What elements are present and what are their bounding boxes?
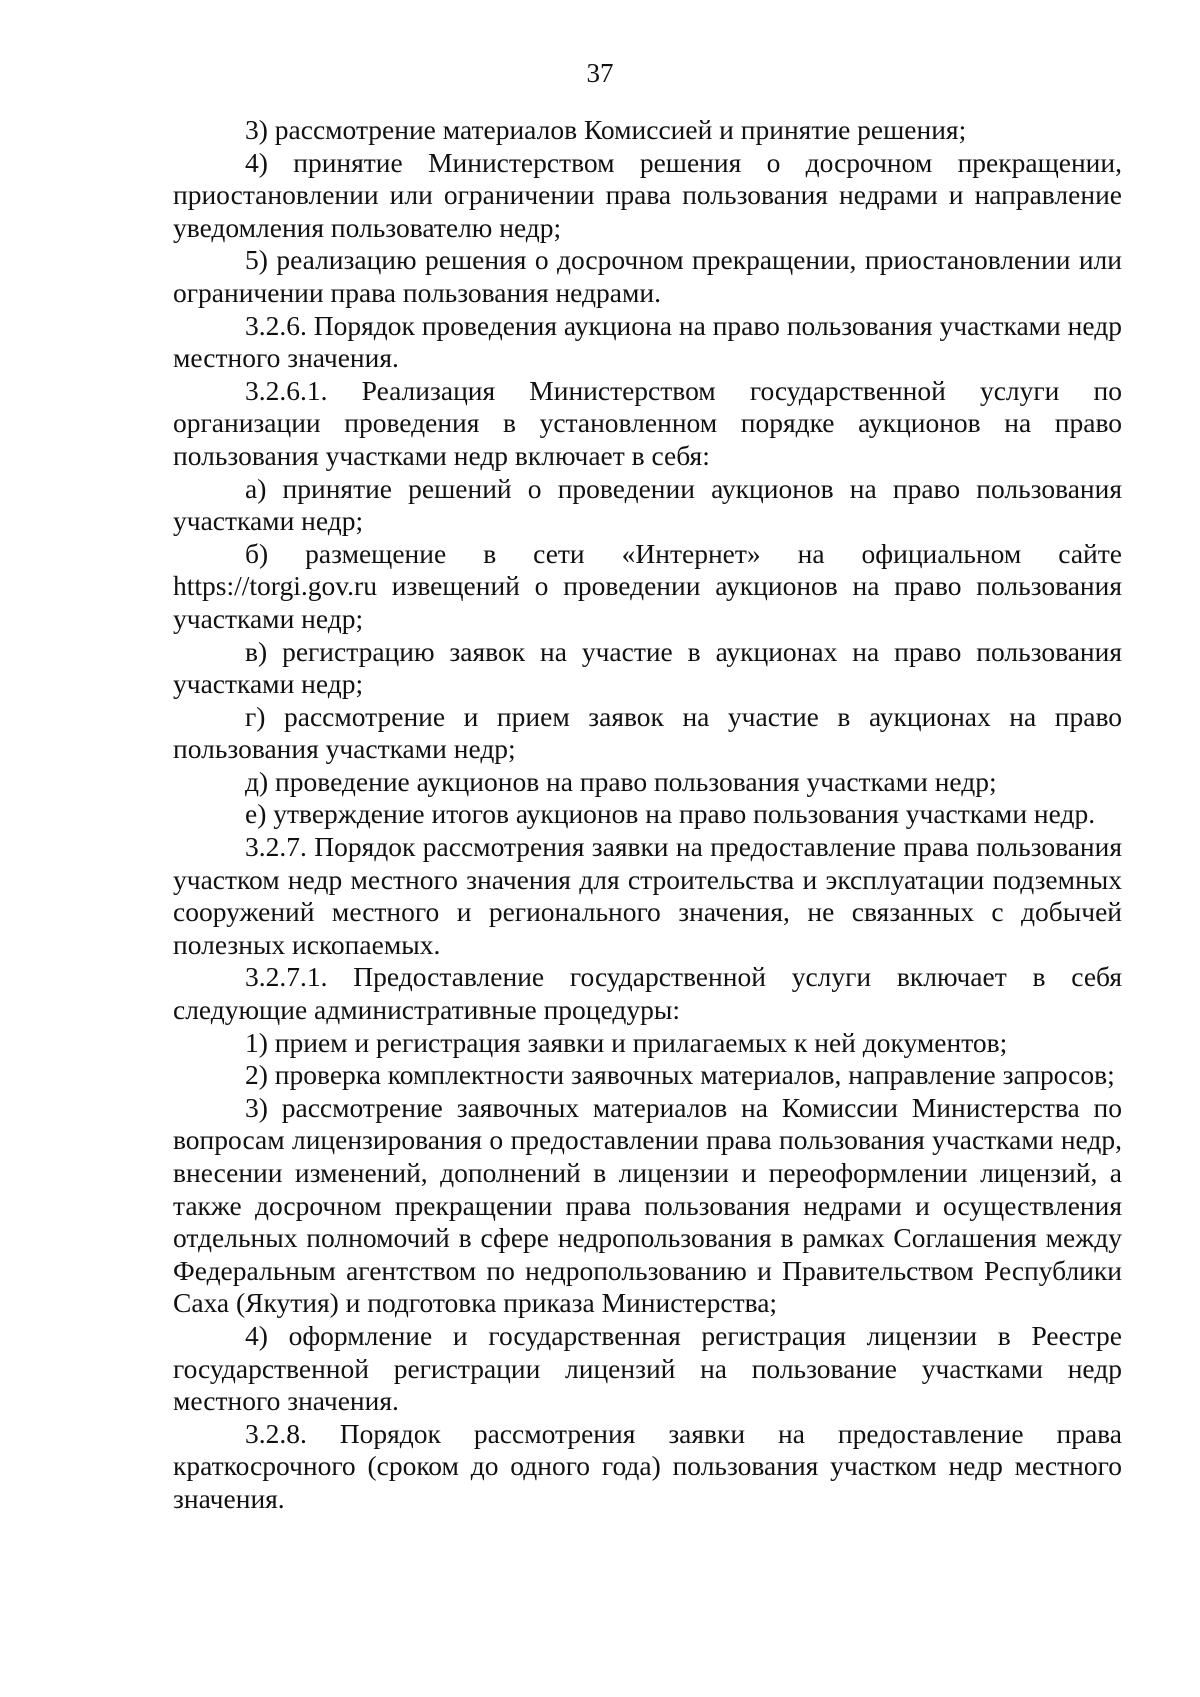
paragraph-item-b: б) размещение в сети «Интернет» на официальном сайте https://torgi.gov.ru извещений о проведении аукционов на право пользования участками недр; xyxy=(173,537,1122,634)
paragraph-item-e: е) утверждение итогов аукционов на право пользования участками недр. xyxy=(245,798,1096,830)
paragraph-item-4: 4) принятие Министерством решения о досрочном прекращении, приостановлении или ограничении права пользования недрами и направление уведомления пользователю недр; xyxy=(173,146,1122,243)
paragraph-3-2-8: 3.2.8. Порядок рассмотрения заявки на предоставление права краткосрочного (сроком до одного года) пользования участком недр местного значения. xyxy=(173,1417,1122,1514)
paragraph-item-a: а) принятие решений о проведении аукционов на право пользования участками недр; xyxy=(173,472,1122,537)
paragraph-item-5: 5) реализацию решения о досрочном прекращении, приостановлении или ограничении права пользования недрами. xyxy=(173,244,1122,308)
paragraph-3-2-6-1: 3.2.6.1. Реализация Министерством государственной услуги по организации проведения в установленном порядке аукционов на право пользования участками недр включает в себя: xyxy=(173,374,1122,471)
paragraph-item-3: 3) рассмотрение материалов Комиссией и принятие решения; xyxy=(245,114,967,145)
page-number: 37 xyxy=(586,58,614,88)
paragraph-item-d: д) проведение аукционов на право пользования участками недр; xyxy=(245,765,997,797)
paragraph-3-2-7: 3.2.7. Порядок рассмотрения заявки на предоставление права пользования участком недр местного значения для строительства и эксплуатации подземных сооружений местного и регионального значения, не связанных с добычей полезных ископаемых. xyxy=(173,831,1122,960)
paragraph-proc-2: 2) проверка комплектности заявочных материалов, направление запросов; xyxy=(245,1059,1115,1091)
document-body xyxy=(173,114,1122,1516)
paragraph-proc-4: 4) оформление и государственная регистрация лицензии в Реестре государственной регистрации лицензий на пользование участками недр местного значения. xyxy=(173,1319,1122,1417)
paragraph-proc-1: 1) прием и регистрация заявки и прилагаемых к ней документов; xyxy=(245,1026,1008,1058)
paragraph-item-g: г) рассмотрение и прием заявок на участие в аукционах на право пользования участками недр; xyxy=(173,700,1122,765)
paragraph-item-v: в) регистрацию заявок на участие в аукционах на право пользования участками недр; xyxy=(173,635,1122,700)
paragraph-3-2-7-1: 3.2.7.1. Предоставление государственной услуги включает в себя следующие административные процедуры: xyxy=(173,961,1122,1026)
paragraph-3-2-6: 3.2.6. Порядок проведения аукциона на право пользования участками недр местного значения. xyxy=(173,309,1122,374)
paragraph-proc-3: 3) рассмотрение заявочных материалов на Комиссии Министерства по вопросам лицензирования о предоставлении права пользования участками недр, внесении изменений, дополнений в лицензии и переоформлении лицензий, а также досрочном прекращении права пользования недрами и осуществления отдельных полномочий в сфере недропользования в рамках Соглашения между Федеральным агентством по недропользованию и Правительством Республики Саха (Якутия) и подготовка приказа Министерства; xyxy=(173,1091,1122,1319)
